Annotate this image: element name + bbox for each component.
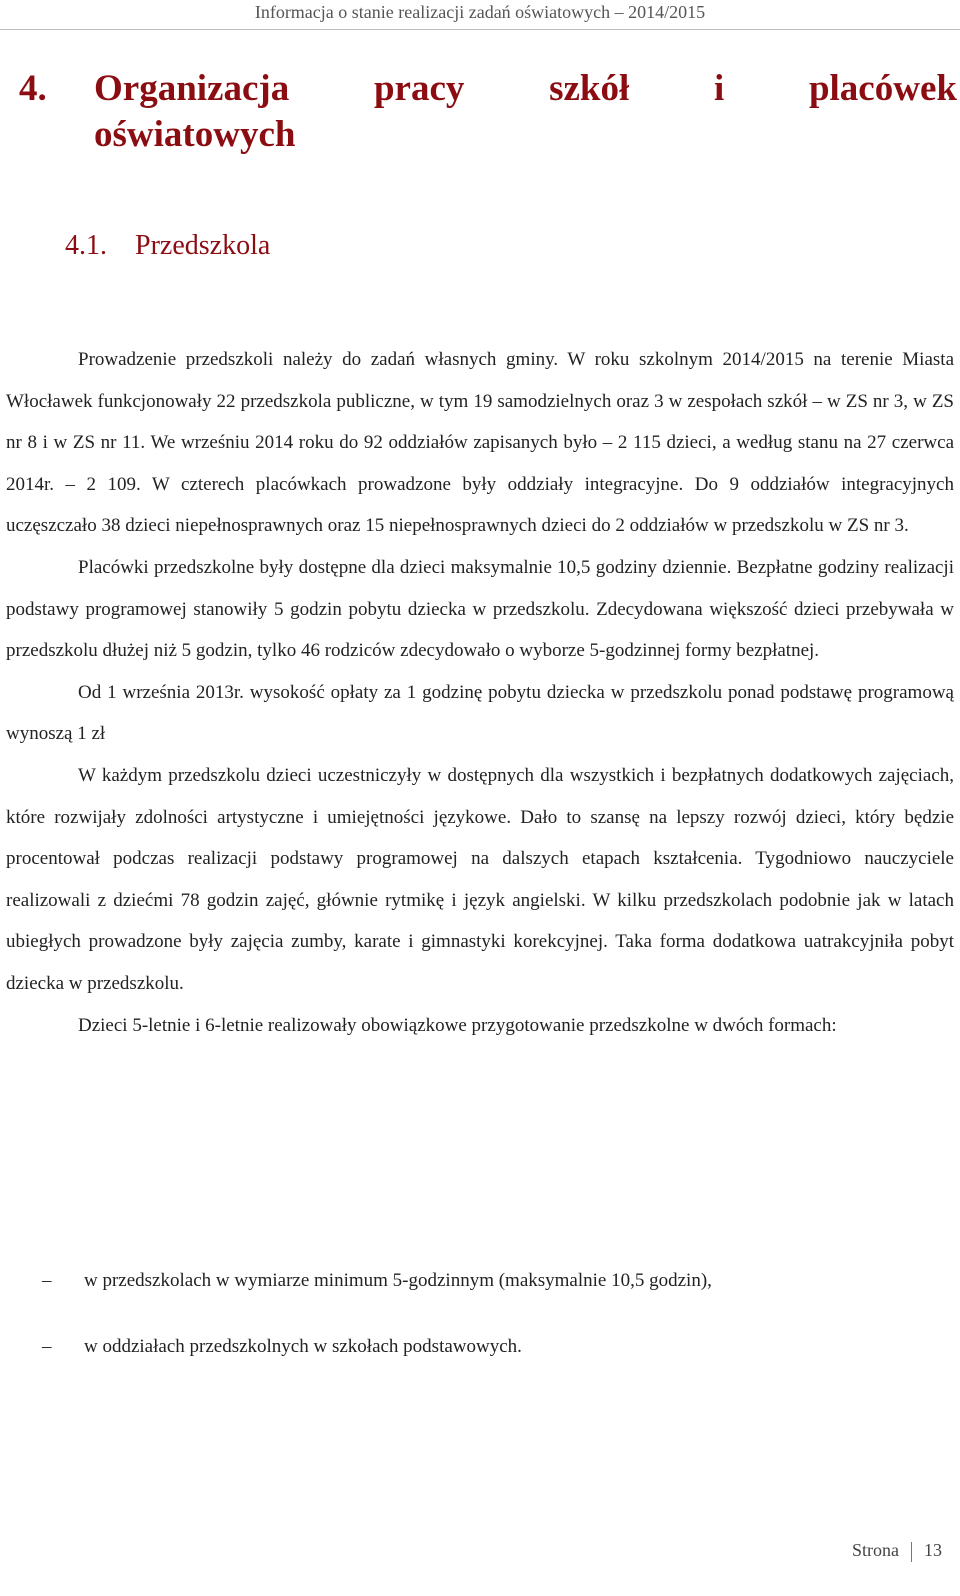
section-title: Przedszkola (135, 230, 271, 261)
section-heading (65, 228, 270, 264)
page-label: Strona (852, 1540, 899, 1560)
paragraph: Prowadzenie przedszkoli należy do zadań własnych gminy. W roku szkolnym 2014/2015 na terenie Miasta Włocławek funkcjonowały 22 przedszkola publiczne, w tym 19 samodzielnych oraz 3 w zespołach szkół – w ZS nr 3, w ZS nr 8 i w ZS nr 11. We wrześniu 2014 roku do 92 oddziałów zapisanych było – 2 115 dzieci, a według stanu na 27 czerwca 2014r. – 2 109. W czterech placówkach prowadzone były oddziały integracyjne. Do 9 oddziałów integracyjnych uczęszczało 38 dzieci niepełnosprawnych oraz 15 niepełnosprawnych dzieci do 2 oddziałów w przedszkolu w ZS nr 3. (6, 349, 954, 537)
chapter-word: i (713, 68, 725, 109)
paragraph: Od 1 września 2013r. wysokość opłaty za 1 godzinę pobytu dziecka w przedszkolu ponad podstawę programową wynoszą 1 zł (6, 681, 954, 745)
chapter-word: pracy (373, 68, 465, 109)
list-bullet: – (42, 1336, 52, 1357)
chapter-word: Organizacja (94, 68, 290, 109)
footer-separator (911, 1542, 912, 1562)
list-bullet: – (42, 1270, 52, 1291)
header-rule (0, 29, 960, 30)
chapter-word: szkół (549, 68, 630, 109)
running-header: Informacja o stanie realizacji zadań oświatowych – 2014/2015 (254, 2, 706, 22)
page-footer (852, 1540, 942, 1562)
list-item-text: w oddziałach przedszkolnych w szkołach podstawowych. (84, 1336, 522, 1357)
body-text (6, 339, 954, 1046)
section-number: 4.1. (65, 230, 107, 261)
paragraph: Dzieci 5-letnie i 6-letnie realizowały obowiązkowe przygotowanie przedszkolne w dwóch formach: (78, 1014, 837, 1036)
chapter-title-line1 (94, 66, 957, 112)
paragraph: Placówki przedszkolne były dostępne dla dzieci maksymalnie 10,5 godziny dziennie. Bezpłatne godziny realizacji podstawy programowej stanowiły 5 godzin pobytu dziecka w przedszkolu. Zdecydowana większość dzieci przebywała w przedszkolu dłużej niż 5 godzin, tylko 46 rodziców zdecydowało o wyborze 5-godzinnej formy bezpłatnej. (6, 556, 954, 662)
chapter-title-line2: oświatowych (94, 114, 296, 155)
paragraph: W każdym przedszkolu dzieci uczestniczyły w dostępnych dla wszystkich i bezpłatnych dodatkowych zajęciach, które rozwijały zdolności artystyczne i umiejętności językowe. Dało to szansę na lepszy rozwój dzieci, który będzie procentował podczas realizacji podstawy programowej na dalszych etapach kształcenia. Tygodniowo nauczyciele realizowali z dziećmi 78 godzin zajęć, głównie rytmikę i język angielski. W kilku przedszkolach podobnie jak w latach ubiegłych prowadzone były zajęcia zumby, karate i gimnastyki korekcyjnej. Taka forma dodatkowa uatrakcyjniła pobyt dziecka w przedszkolu. (6, 764, 954, 994)
list-item-text: w przedszkolach w wymiarze minimum 5-godzinnym (maksymalnie 10,5 godzin), (84, 1270, 712, 1291)
page-number: 13 (924, 1540, 942, 1560)
chapter-number: 4. (19, 68, 47, 109)
chapter-word: placówek (808, 68, 957, 109)
